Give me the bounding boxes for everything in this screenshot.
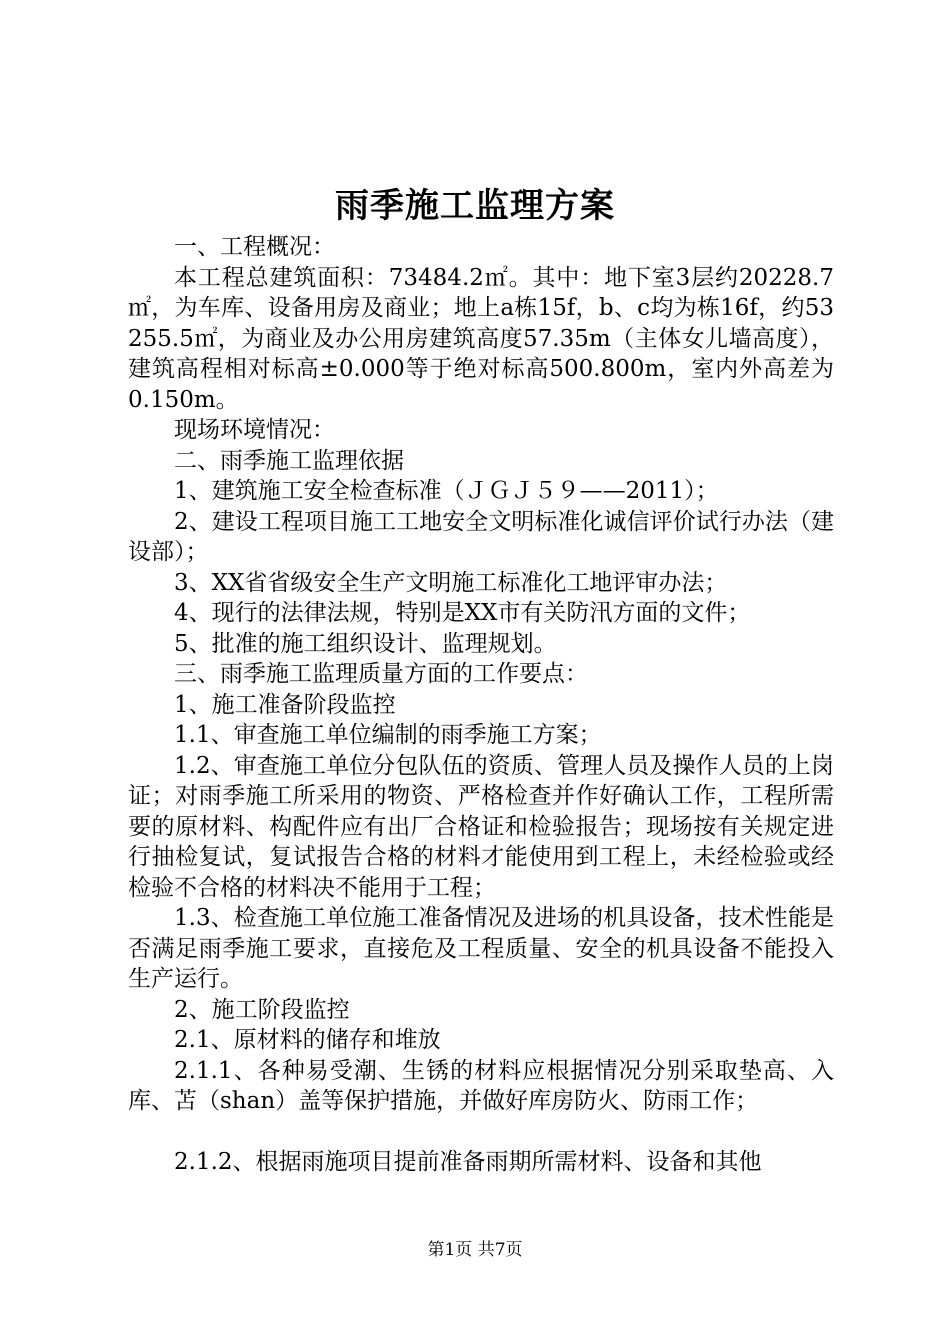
- paragraph-2-1-2: 2.1.2、根据雨施项目提前准备雨期所需材料、设备和其他: [174, 1148, 762, 1175]
- paragraph-2-1-1: 2.1.1、各种易受潮、生锈的材料应根据情况分别采取垫高、入库、苫（shan）盖等保护措施，并做好库房防火、防雨工作；: [128, 1057, 834, 1114]
- document-title: 雨季施工监理方案: [335, 186, 615, 226]
- list-item-basis-1: 1、建筑施工安全检查标准（ＪＧＪ５９——2011）；: [174, 478, 719, 504]
- section-heading-overview: 一、工程概况：: [174, 234, 335, 260]
- subheading-preparation: 1、施工准备阶段监控: [174, 691, 396, 718]
- paragraph-2-1: 2.1、原材料的储存和堆放: [174, 1027, 441, 1053]
- subheading-construction: 2、施工阶段监控: [174, 996, 350, 1023]
- paragraph-1-3: 1.3、检查施工单位施工准备情况及进场的机具设备，技术性能是否满足雨季施工要求，直接危及工程质量、安全的机具设备不能投入生产运行。: [128, 905, 834, 992]
- list-item-basis-4: 4、现行的法律法规，特别是XX市有关防汛方面的文件；: [174, 600, 751, 626]
- list-item-basis-2: 2、建设工程项目施工工地安全文明标准化诚信评价试行办法（建设部）；: [128, 508, 834, 565]
- paragraph-project-summary: 本工程总建筑面积：73484.2㎡。其中：地下室3层约20228.7㎡，为车库、设备用房及商业；地上a栋15f，b、c均为栋16f，约53255.5㎡，为商业及办公用房建筑高度57.35m（主体女儿墙高度），建筑高程相对标高±0.000等于绝对标高500.800m，室内外高差为0.150m。: [128, 264, 834, 413]
- section-heading-quality: 三、雨季施工监理质量方面的工作要点：: [174, 661, 588, 687]
- page-footer: 第1页 共7页: [427, 1240, 523, 1260]
- paragraph-1-1: 1.1、审查施工单位编制的雨季施工方案；: [174, 722, 602, 748]
- list-item-basis-3: 3、XX省省级安全生产文明施工标准化工地评审办法；: [174, 569, 728, 596]
- section-heading-basis: 二、雨季施工监理依据: [174, 447, 404, 474]
- document-body: [128, 232, 834, 1177]
- list-item-basis-5: 5、批准的施工组织设计、监理规划。: [174, 630, 557, 657]
- paragraph-site-environment: 现场环境情况：: [174, 417, 335, 443]
- paragraph-1-2: 1.2、审查施工单位分包队伍的资质、管理人员及操作人员的上岗证；对雨季施工所采用的物资、严格检查并作好确认工作，工程所需要的原材料、构配件应有出厂合格证和检验报告；现场按有关规定进行抽检复试，复试报告合格的材料才能使用到工程上，未经检验或经检验不合格的材料决不能用于工程；: [128, 752, 834, 901]
